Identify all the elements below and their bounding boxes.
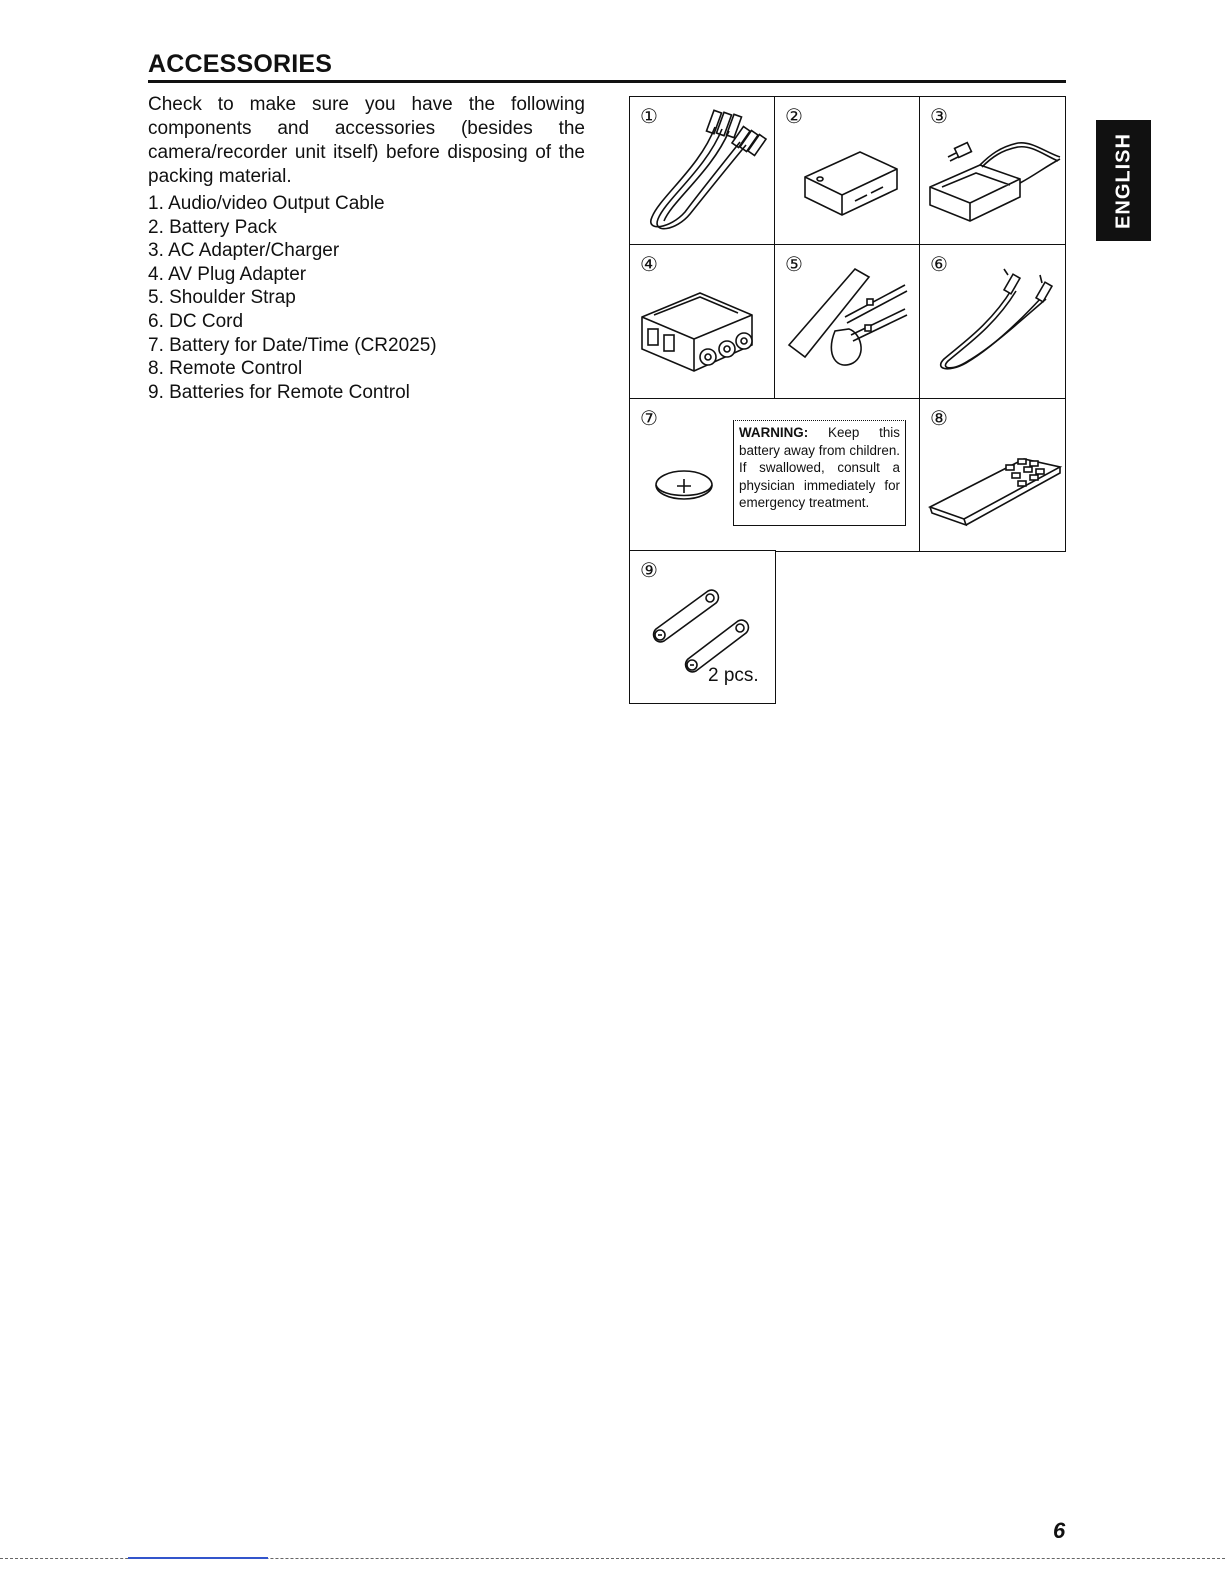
cell-number: ⑥ bbox=[930, 252, 948, 276]
figure-cell-remote-control bbox=[919, 398, 1066, 552]
av-plug-adapter-icon bbox=[630, 245, 777, 401]
list-item: 2. Battery Pack bbox=[148, 216, 277, 238]
list-item: 9. Batteries for Remote Control bbox=[148, 381, 410, 403]
list-item: 4. AV Plug Adapter bbox=[148, 263, 307, 285]
figure-cell-av-cable bbox=[629, 96, 776, 246]
title-rule bbox=[148, 80, 1066, 83]
cell-number: ⑧ bbox=[930, 406, 948, 430]
figure-cell-dc-cord bbox=[919, 244, 1066, 400]
list-item: 8. Remote Control bbox=[148, 358, 303, 380]
shoulder-strap-icon bbox=[775, 245, 922, 401]
cell-number: ⑤ bbox=[785, 252, 803, 276]
list-item: 1. Audio/video Output Cable bbox=[148, 193, 385, 214]
figure-cell-battery-pack bbox=[774, 96, 921, 246]
figure-cell-remote-batteries bbox=[629, 550, 776, 704]
cell-number: ① bbox=[640, 104, 658, 128]
page-number: 6 bbox=[1053, 1518, 1066, 1543]
warning-box bbox=[733, 420, 906, 526]
battery-pack-icon bbox=[775, 97, 922, 247]
intro-paragraph: Check to make sure you have the following components and accessories (besides the camera/recorder unit itself) before disposing of the packing material. bbox=[148, 94, 585, 187]
warning-label: WARNING: bbox=[739, 425, 809, 440]
figure-cell-ac-adapter bbox=[919, 96, 1066, 246]
page-title: ACCESSORIES bbox=[148, 50, 333, 78]
list-item: 5. Shoulder Strap bbox=[148, 287, 296, 309]
av-cable-icon bbox=[630, 97, 777, 247]
warning-text: Keep this battery away from children. If swallowed, consult a physician immediately for emergency treatment. bbox=[739, 425, 900, 511]
figure-cell-av-plug-adapter bbox=[629, 244, 776, 400]
list-item: 3. AC Adapter/Charger bbox=[148, 240, 340, 262]
cell-number: ④ bbox=[640, 252, 658, 276]
cell-number: ⑨ bbox=[640, 558, 658, 582]
pieces-label: 2 pcs. bbox=[708, 665, 759, 686]
language-tab-label: ENGLISH bbox=[1112, 132, 1134, 229]
cell-number: ⑦ bbox=[640, 406, 658, 430]
list-item: 7. Battery for Date/Time (CR2025) bbox=[148, 334, 437, 356]
cell-number: ③ bbox=[930, 104, 948, 128]
figure-cell-date-battery bbox=[629, 398, 921, 552]
ac-adapter-icon bbox=[920, 97, 1067, 247]
page-bottom-link-marker bbox=[128, 1557, 268, 1559]
remote-control-icon bbox=[920, 399, 1067, 553]
language-tab bbox=[1096, 120, 1151, 241]
dc-cord-icon bbox=[920, 245, 1067, 401]
figure-cell-shoulder-strap bbox=[774, 244, 921, 400]
accessory-list bbox=[148, 192, 437, 404]
list-item: 6. DC Cord bbox=[148, 310, 244, 332]
cell-number: ② bbox=[785, 104, 803, 128]
